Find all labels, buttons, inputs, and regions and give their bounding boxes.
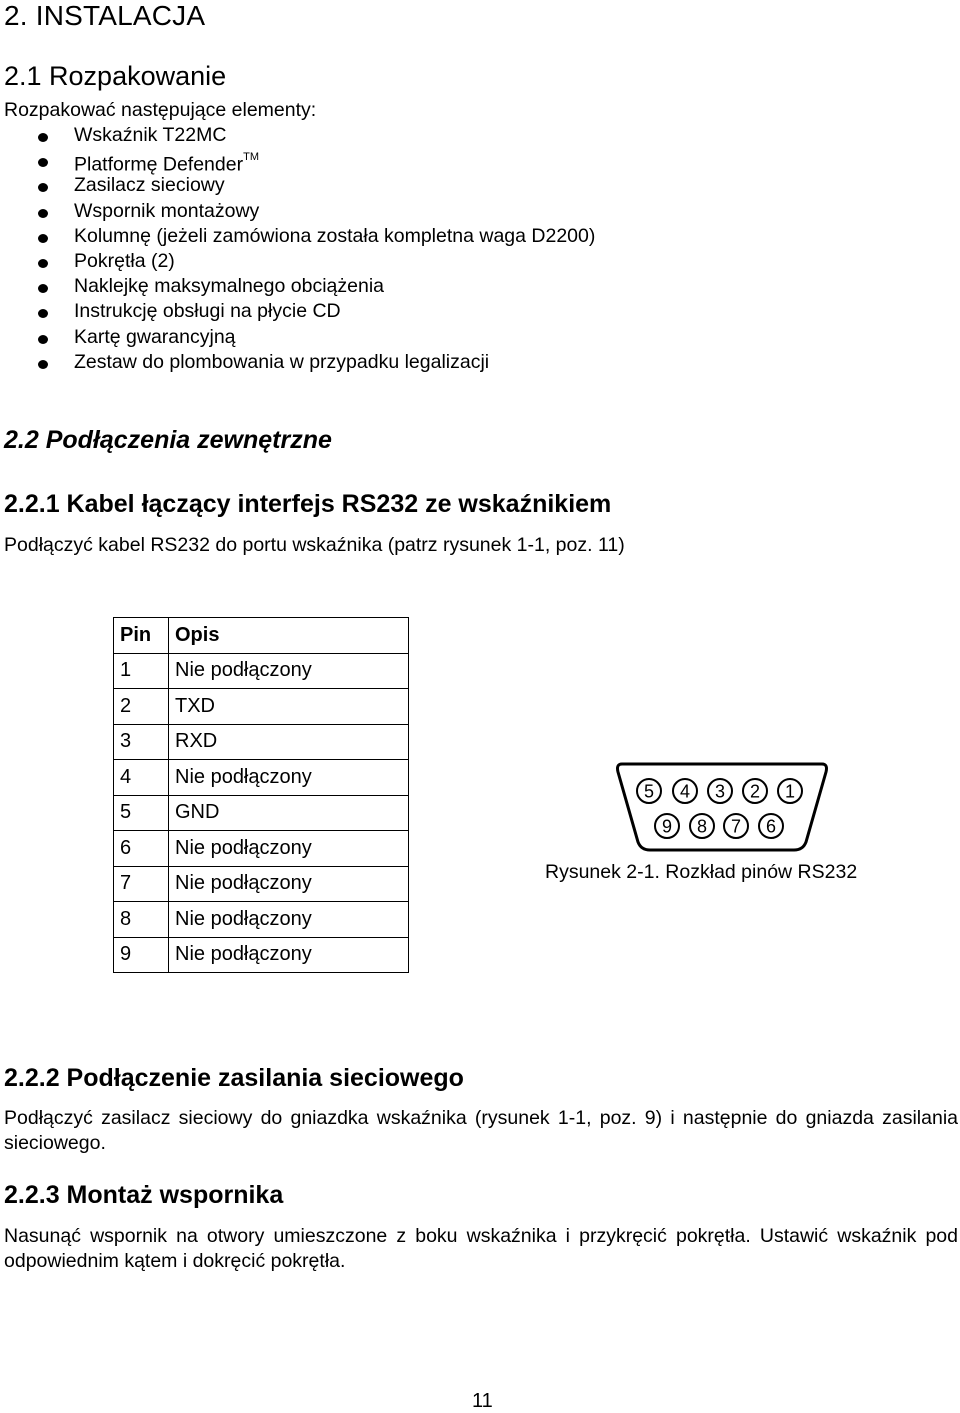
- pin-number: 7: [114, 866, 169, 902]
- pin-description: GND: [169, 795, 409, 831]
- table-header-description: Opis: [169, 618, 409, 654]
- unpack-intro: Rozpakować następujące elementy:: [4, 99, 317, 121]
- table-row: [114, 795, 409, 831]
- pin-number: 9: [114, 937, 169, 973]
- bullet-icon: [38, 259, 48, 268]
- svg-text:1: 1: [784, 781, 796, 802]
- pin-number: 8: [114, 902, 169, 938]
- page-number: 11: [472, 1390, 493, 1412]
- table-row: [114, 760, 409, 796]
- pin-description: Nie podłączony: [169, 866, 409, 902]
- list-item: Wspornik montażowy: [0, 199, 595, 224]
- bracket-text: Nasunąć wspornik na otwory umieszczone z boku wskaźnika i przykręcić pokrętła. Ustawić wskaźnik pod odpowiednim kątem i dokręcić pokrętła.: [4, 1225, 958, 1272]
- pin-circle-4: [673, 779, 697, 803]
- table-row: [114, 937, 409, 973]
- pin-circle-3: [708, 779, 732, 803]
- pin-description: Nie podłączony: [169, 653, 409, 689]
- bullet-icon: [38, 158, 48, 167]
- bullet-icon: [38, 360, 48, 369]
- bullet-icon: [38, 183, 48, 192]
- pin-description: Nie podłączony: [169, 937, 409, 973]
- svg-text:9: 9: [661, 816, 673, 837]
- pin-table: [113, 617, 409, 973]
- power-text: Podłączyć zasilacz sieciowy do gniazdka wskaźnika (rysunek 1-1, poz. 9) i następnie do gniazda zasilania sieciowego.: [4, 1107, 958, 1154]
- table-row: [114, 831, 409, 867]
- pin-circle-8: [690, 814, 714, 838]
- list-item: Instrukcję obsługi na płycie CD: [0, 299, 595, 324]
- figure-caption: Rysunek 2-1. Rozkład pinów RS232: [545, 861, 858, 883]
- bullet-icon: [38, 133, 48, 142]
- pin-circle-9: [655, 814, 679, 838]
- table-row: [114, 653, 409, 689]
- svg-text:6: 6: [765, 816, 777, 837]
- list-item: Wskaźnik T22MC: [0, 123, 595, 148]
- svg-text:3: 3: [714, 781, 726, 802]
- pin-circle-2: [743, 779, 767, 803]
- table-row: [114, 724, 409, 760]
- pin-number: 2: [114, 689, 169, 725]
- pin-circle-6: [759, 814, 783, 838]
- table-header-row: [114, 618, 409, 654]
- bullet-icon: [38, 335, 48, 344]
- section-title-unpack: 2.1 Rozpakowanie: [4, 61, 227, 91]
- rs232-text: Podłączyć kabel RS232 do portu wskaźnika (patrz rysunek 1-1, poz. 11): [4, 534, 625, 556]
- pin-description: Nie podłączony: [169, 831, 409, 867]
- unpack-list: [0, 123, 595, 375]
- section-title-power: 2.2.2 Podłączenie zasilania sieciowego: [4, 1064, 464, 1092]
- bullet-icon: [38, 209, 48, 218]
- pin-description: Nie podłączony: [169, 902, 409, 938]
- section-title-rs232: 2.2.1 Kabel łączący interfejs RS232 ze wskaźnikiem: [4, 490, 612, 518]
- pin-description: TXD: [169, 689, 409, 725]
- pin-description: Nie podłączony: [169, 760, 409, 796]
- svg-text:8: 8: [696, 816, 708, 837]
- pin-description: RXD: [169, 724, 409, 760]
- table-row: [114, 866, 409, 902]
- bullet-icon: [38, 309, 48, 318]
- list-item: Platformę Defender™: [0, 148, 595, 173]
- svg-text:7: 7: [730, 816, 742, 837]
- svg-text:2: 2: [749, 781, 761, 802]
- table-header-pin: Pin: [114, 618, 169, 654]
- pin-number: 6: [114, 831, 169, 867]
- pin-number: 5: [114, 795, 169, 831]
- bullet-icon: [38, 234, 48, 243]
- list-item: Zasilacz sieciowy: [0, 173, 595, 198]
- bullet-icon: [38, 284, 48, 293]
- chapter-title: 2. INSTALACJA: [4, 0, 206, 31]
- section-title-external: 2.2 Podłączenia zewnętrzne: [4, 426, 332, 454]
- list-item: Kolumnę (jeżeli zamówiona została kompletna waga D2200): [0, 224, 595, 249]
- pin-number: 3: [114, 724, 169, 760]
- table-row: [114, 902, 409, 938]
- table-row: [114, 689, 409, 725]
- list-item: Zestaw do plombowania w przypadku legalizacji: [0, 350, 595, 375]
- list-item: Kartę gwarancyjną: [0, 325, 595, 350]
- db9-connector-diagram: [614, 758, 830, 854]
- svg-text:5: 5: [643, 781, 655, 802]
- pin-circle-7: [724, 814, 748, 838]
- list-item: Naklejkę maksymalnego obciążenia: [0, 274, 595, 299]
- trademark-mark: TM: [243, 151, 259, 164]
- pin-number: 1: [114, 653, 169, 689]
- pin-number: 4: [114, 760, 169, 796]
- list-item: Pokrętła (2): [0, 249, 595, 274]
- pin-circle-5: [637, 779, 661, 803]
- pin-circle-1: [778, 779, 802, 803]
- section-title-bracket: 2.2.3 Montaż wspornika: [4, 1181, 284, 1209]
- svg-text:4: 4: [679, 781, 691, 802]
